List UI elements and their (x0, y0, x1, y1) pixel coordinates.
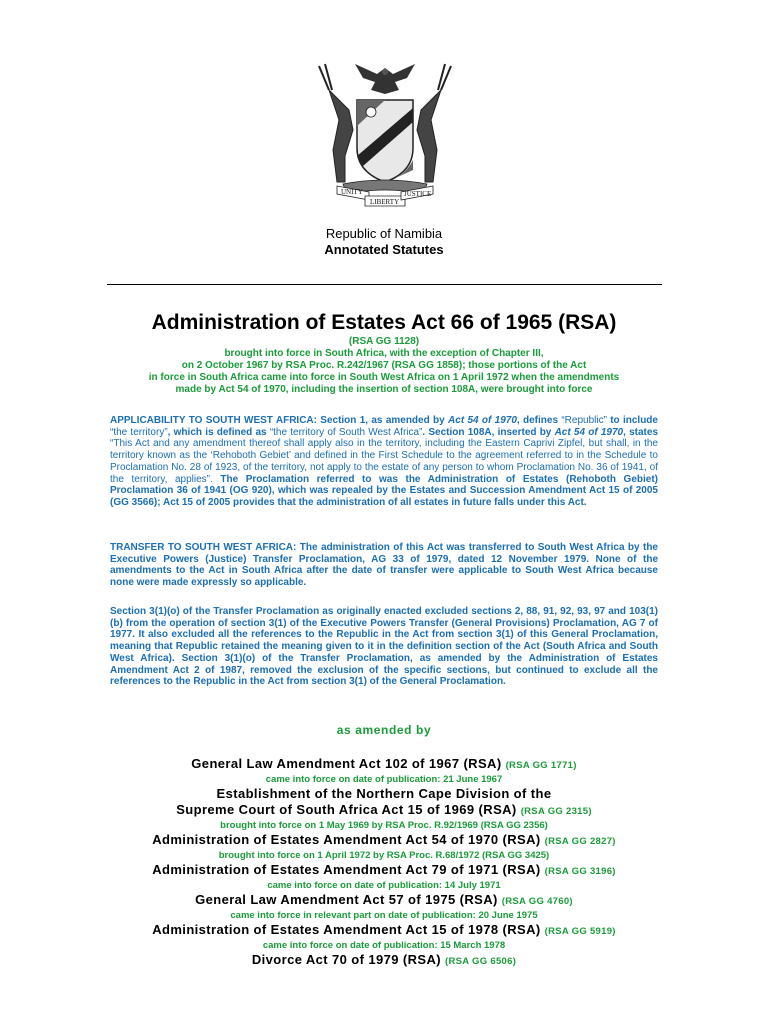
commencement-line: brought into force in South Africa, with the exception of Chapter III, (224, 348, 544, 359)
applicability-text: , states (623, 426, 659, 438)
amendment-note: brought into force on 1 May 1969 by RSA Proc. R.92/1969 (RSA GG 2356) (220, 820, 548, 831)
act-reference: Act 54 of 1970 (448, 415, 517, 426)
annotated-statutes-label: Annotated Statutes (324, 242, 444, 257)
motto-unity: UNITY (341, 188, 363, 196)
publisher-header (0, 226, 768, 258)
oryx-left-icon (319, 64, 353, 182)
commencement-line: (RSA GG 1128) (348, 336, 420, 347)
applicability-label: APPLICABILITY TO SOUTH WEST AFRICA: (110, 415, 317, 426)
amendment-name: Administration of Estates Amendment Act 15 of 1978 (RSA) (152, 922, 541, 937)
gazette-reference: (RSA GG 6506) (445, 956, 517, 967)
oryx-right-icon (417, 64, 451, 182)
gazette-reference: (RSA GG 2315) (520, 806, 592, 817)
amendments-list (0, 756, 768, 970)
applicability-text: , defines (516, 415, 562, 426)
amendment-note: came into force on date of publication: 15 March 1978 (262, 940, 506, 951)
commencement-line: in force in South Africa came into force in South West Africa on 1 April 1972 when the amendments (148, 372, 620, 383)
applicability-text: . Section 108A, inserted by (422, 426, 555, 438)
amendment-title-prefix: Establishment of the Northern Cape Division of the (216, 786, 552, 801)
amendment-title (0, 832, 768, 850)
amendment-note: came into force on date of publication: 14 July 1971 (267, 880, 501, 891)
amendment-name: Administration of Estates Amendment Act 54 of 1970 (RSA) (152, 832, 541, 847)
motto-liberty: LIBERTY (370, 198, 400, 206)
act-reference: Act 54 of 1970 (554, 426, 624, 438)
amendment-name: Supreme Court of South Africa Act 15 of 1969 (RSA) (176, 802, 517, 817)
amendment-name: Administration of Estates Amendment Act 79 of 1971 (RSA) (152, 862, 541, 877)
applicability-text: to include (606, 415, 658, 426)
amendment-note: brought into force on 1 April 1972 by RSA Proc. R.68/1972 (RSA GG 3425) (218, 850, 550, 861)
amendment-name: General Law Amendment Act 57 of 1975 (RSA) (195, 892, 498, 907)
header-divider (107, 284, 662, 285)
quoted-section-108a: “This Act and any amendment thereof shall apply also in the territory, including the Eastern Caprivi Zipfel, but shall, in the territory known as the ‘Rehoboth Gebiet’ and defined in the First Schedule to the agreement referred to in the Schedule to Proclamation No. 28 of 1923, of the territory, not apply to the estate of any person to whom Proclamation No. 36 of 1941, of the territory, applies”. (110, 438, 658, 485)
eagle-icon (355, 64, 415, 94)
section-3-paragraph: Section 3(1)(o) of the Transfer Proclamation as originally enacted excluded sections 2, 88, 91, 92, 93, 97 and 103(1)(b) from the operation of section 3(1) of the Executive Powers Transfer (General Provisions) Proclamation, AG 7 of 1977. It also excluded all the references to the Republic in the Act from section 3(1) of this General Proclamation, meaning that Republic retained the meaning given to it in the definition section of the Act (South Africa and South West Africa). Section 3(1)(o) of the Transfer Proclamation, as amended by the Administration of Estates Amendment Act 2 of 1987, removed the exclusion of the specific sections, but continued to exclude all the references to the Republic in the Act from section 3(1) of the General Proclamation. (110, 606, 658, 688)
coat-of-arms-emblem (315, 60, 455, 210)
applicability-text: The Proclamation referred to was the Administration of Estates (Rehoboth Gebiet) Proclamation 36 of 1941 (OG 920), which was repealed by the Estates and Succession Amendment Act 15 of 2005 (GG 3566); Act 15 of 2005 provides that the administration of all estates in future falls under this Act. (110, 473, 658, 508)
amended-by-heading: as amended by (336, 723, 432, 737)
quoted-definition: “the territory” (110, 426, 168, 438)
amendment-title (0, 922, 768, 940)
amendment-title (0, 862, 768, 880)
act-title: Administration of Estates Act 66 of 1965 (RSA) (151, 311, 617, 334)
republic-name: Republic of Namibia (325, 226, 443, 241)
applicability-text: Section 1, as amended by (316, 415, 449, 426)
motto-justice: JUSTICE (404, 190, 432, 198)
quoted-definition: “the territory of South West Africa” (269, 426, 423, 438)
applicability-paragraph (110, 415, 658, 509)
gazette-reference: (RSA GG 1771) (505, 760, 577, 771)
amendment-title (0, 802, 768, 820)
gazette-reference: (RSA GG 3196) (544, 866, 616, 877)
gazette-reference: (RSA GG 5919) (544, 926, 616, 937)
amendment-title (0, 756, 768, 774)
amendment-note: came into force on date of publication: 21 June 1967 (265, 774, 503, 785)
amendment-name: General Law Amendment Act 102 of 1967 (RSA) (191, 756, 502, 771)
commencement-line: on 2 October 1967 by RSA Proc. R.242/1967 (RSA GG 1858); those portions of the Act (181, 360, 587, 371)
gazette-reference: (RSA GG 4760) (501, 896, 573, 907)
amendment-title (0, 892, 768, 910)
amendment-note: came into force in relevant part on date of publication: 20 June 1975 (230, 910, 538, 921)
amendment-name: Divorce Act 70 of 1979 (RSA) (251, 952, 442, 967)
shield-icon (357, 100, 413, 182)
commencement-block (0, 336, 768, 396)
commencement-line: made by Act 54 of 1970, including the insertion of section 108A, were brought into force (175, 384, 593, 395)
quoted-definition: “Republic” (561, 415, 607, 426)
applicability-text: , which is defined as (167, 426, 270, 438)
transfer-paragraph: TRANSFER TO SOUTH WEST AFRICA: The administration of this Act was transferred to South West Africa by the Executive Powers (Justice) Transfer Proclamation, AG 33 of 1979, dated 12 November 1979. None of the amendments to the Act in South Africa after the date of transfer were applicable to South West Africa because none were made expressly so applicable. (110, 542, 658, 589)
amendment-title (0, 952, 768, 970)
gazette-reference: (RSA GG 2827) (544, 836, 616, 847)
